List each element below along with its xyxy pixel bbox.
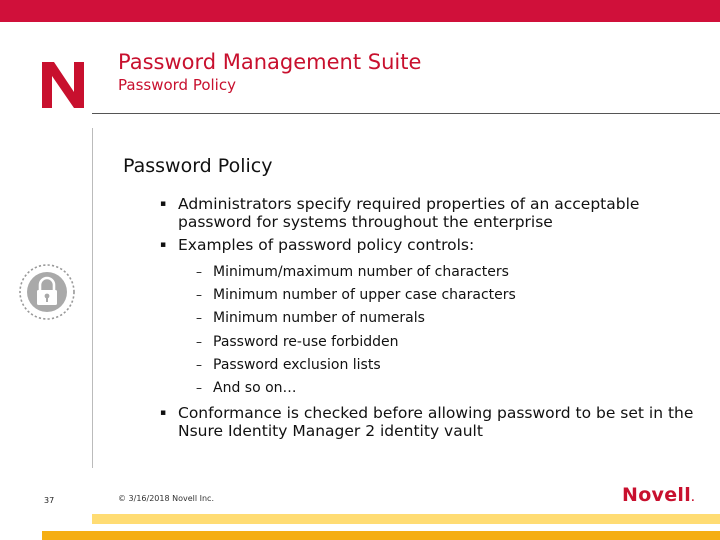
sub-list-item <box>196 263 516 286</box>
header-title: Password Management Suite <box>118 50 422 74</box>
header-subtitle: Password Policy <box>118 76 236 94</box>
sub-list-item <box>196 333 516 356</box>
sub-marker: – <box>196 288 202 303</box>
sub-item-text: Minimum/maximum number of characters <box>213 264 509 280</box>
footer-bar-light <box>92 514 720 524</box>
sub-marker: – <box>196 357 202 372</box>
sub-item-text: Password re-use forbidden <box>213 333 399 350</box>
sub-item-text: Minimum number of numerals <box>213 310 425 327</box>
page-number: 37 <box>44 496 55 505</box>
sub-list-item <box>196 356 516 379</box>
sub-item-text: Password exclusion lists <box>213 356 381 373</box>
sub-item-text: Minimum number of upper case characters <box>213 287 516 304</box>
lock-icon <box>18 263 76 321</box>
sub-marker: – <box>196 334 202 349</box>
novell-wordmark-text: Novell <box>622 484 692 506</box>
slide-heading: Password Policy <box>123 155 273 177</box>
bullet-text: Conformance is checked before allowing password to be set in the Nsure Identity Manager 2 identity vault <box>178 404 694 440</box>
bullet-item <box>160 195 700 231</box>
top-brand-bar <box>0 0 720 22</box>
sub-marker: – <box>196 265 202 279</box>
header-divider <box>92 113 720 114</box>
policy-controls-list <box>196 263 516 402</box>
bullet-item <box>160 236 700 254</box>
novell-n-logo-icon <box>38 58 88 110</box>
copyright-notice: © 3/16/2018 Novell Inc. <box>118 494 214 503</box>
bullet-text: Examples of password policy controls: <box>178 236 475 254</box>
novell-wordmark-logo <box>622 484 695 506</box>
bullet-marker: ▪ <box>160 408 167 418</box>
footer-bar-dark <box>42 531 720 540</box>
sub-marker: – <box>196 311 202 326</box>
vertical-divider <box>92 128 93 468</box>
bullet-marker: ▪ <box>160 240 167 250</box>
sub-list-item <box>196 379 516 402</box>
bullet-list <box>160 195 700 254</box>
sub-list-item <box>196 309 516 332</box>
bullet-text: Administrators specify required properties of an acceptable password for systems throughout the enterprise <box>178 195 640 231</box>
bullet-item <box>160 404 718 440</box>
sub-marker: – <box>196 380 202 395</box>
sub-list-item <box>196 286 516 309</box>
novell-wordmark-mark: . <box>691 494 695 504</box>
sub-item-text: And so on… <box>213 379 297 396</box>
bullet-marker: ▪ <box>160 199 167 209</box>
